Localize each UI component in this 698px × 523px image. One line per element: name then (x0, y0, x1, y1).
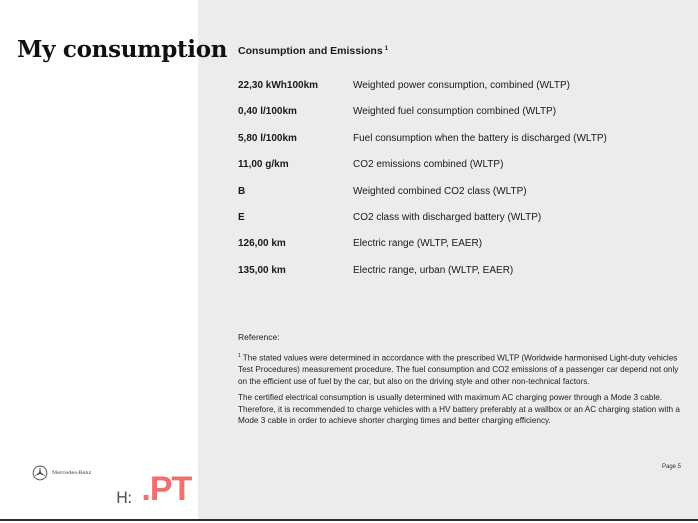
metric-row (238, 133, 678, 159)
metric-row (238, 265, 678, 291)
reference-note-2: The certified electrical consumption is usually determined with maximum AC charging power through a Mode 3 cable. Therefore, it is recommended to charge vehicles with a HV battery preferably at a wallbox or an AC charging station with a Mode 3 cable in order to achieve shorter charging times and better charging efficiency. (238, 393, 680, 426)
metric-label: CO2 class with discharged battery (WLTP) (353, 211, 542, 223)
metric-row (238, 212, 678, 238)
metric-row (238, 186, 678, 212)
reference-footnote-marker: 1 (238, 353, 241, 359)
brand-name: Mercedes-Benz (52, 470, 92, 476)
metric-row (238, 238, 678, 264)
metric-label: CO2 emissions combined (WLTP) (353, 159, 504, 171)
section-heading (238, 45, 388, 57)
watermark-mark: H: (116, 488, 132, 507)
metric-value: 5,80 l/100km (238, 132, 297, 144)
page-number: Page 5 (662, 464, 682, 470)
metric-value: 11,00 g/km (238, 159, 289, 171)
metric-value: 126,00 km (238, 238, 286, 250)
metric-label: Electric range, urban (WLTP, EAER) (353, 264, 514, 276)
metric-value: 135,00 km (238, 264, 286, 276)
metric-label: Weighted fuel consumption combined (WLTP) (353, 106, 557, 118)
metric-row (238, 80, 678, 106)
metric-row (238, 106, 678, 132)
metric-row (238, 159, 678, 185)
section-heading-text: Consumption and Emissions (238, 45, 383, 57)
footnote-marker: 1 (384, 45, 389, 52)
metrics-list (238, 80, 678, 291)
page-title: My consumption (17, 36, 228, 63)
watermark-text: .PT (141, 470, 192, 508)
metric-value: 22,30 kWh100km (238, 80, 319, 91)
metric-label: Weighted combined CO2 class (WLTP) (353, 185, 527, 197)
metric-value: B (238, 185, 246, 197)
reference-note-1 (238, 351, 683, 387)
reference-section (238, 332, 683, 432)
metric-value: E (238, 211, 245, 223)
watermark (116, 472, 191, 506)
bottom-divider (0, 519, 698, 521)
metric-value: 0,40 l/100km (238, 106, 297, 118)
left-panel (0, 0, 198, 519)
metric-label: Electric range (WLTP, EAER) (353, 238, 483, 250)
mercedes-star-icon (32, 465, 48, 481)
reference-note-1-text: The stated values were determined in accordance with the prescribed WLTP (Worldwide harmonised Light-duty vehicles Test Procedures) measurement procedure. The fuel consumption and CO2 emissions of a passenger car depend not only on the efficient use of fuel by the car, but also on the driving style and other non-technical factors. (238, 353, 679, 386)
brand-logo (32, 465, 91, 481)
reference-label: Reference: (238, 332, 280, 342)
metric-label: Fuel consumption when the battery is discharged (WLTP) (353, 132, 607, 144)
metric-label: Weighted power consumption, combined (WLTP) (353, 80, 570, 91)
